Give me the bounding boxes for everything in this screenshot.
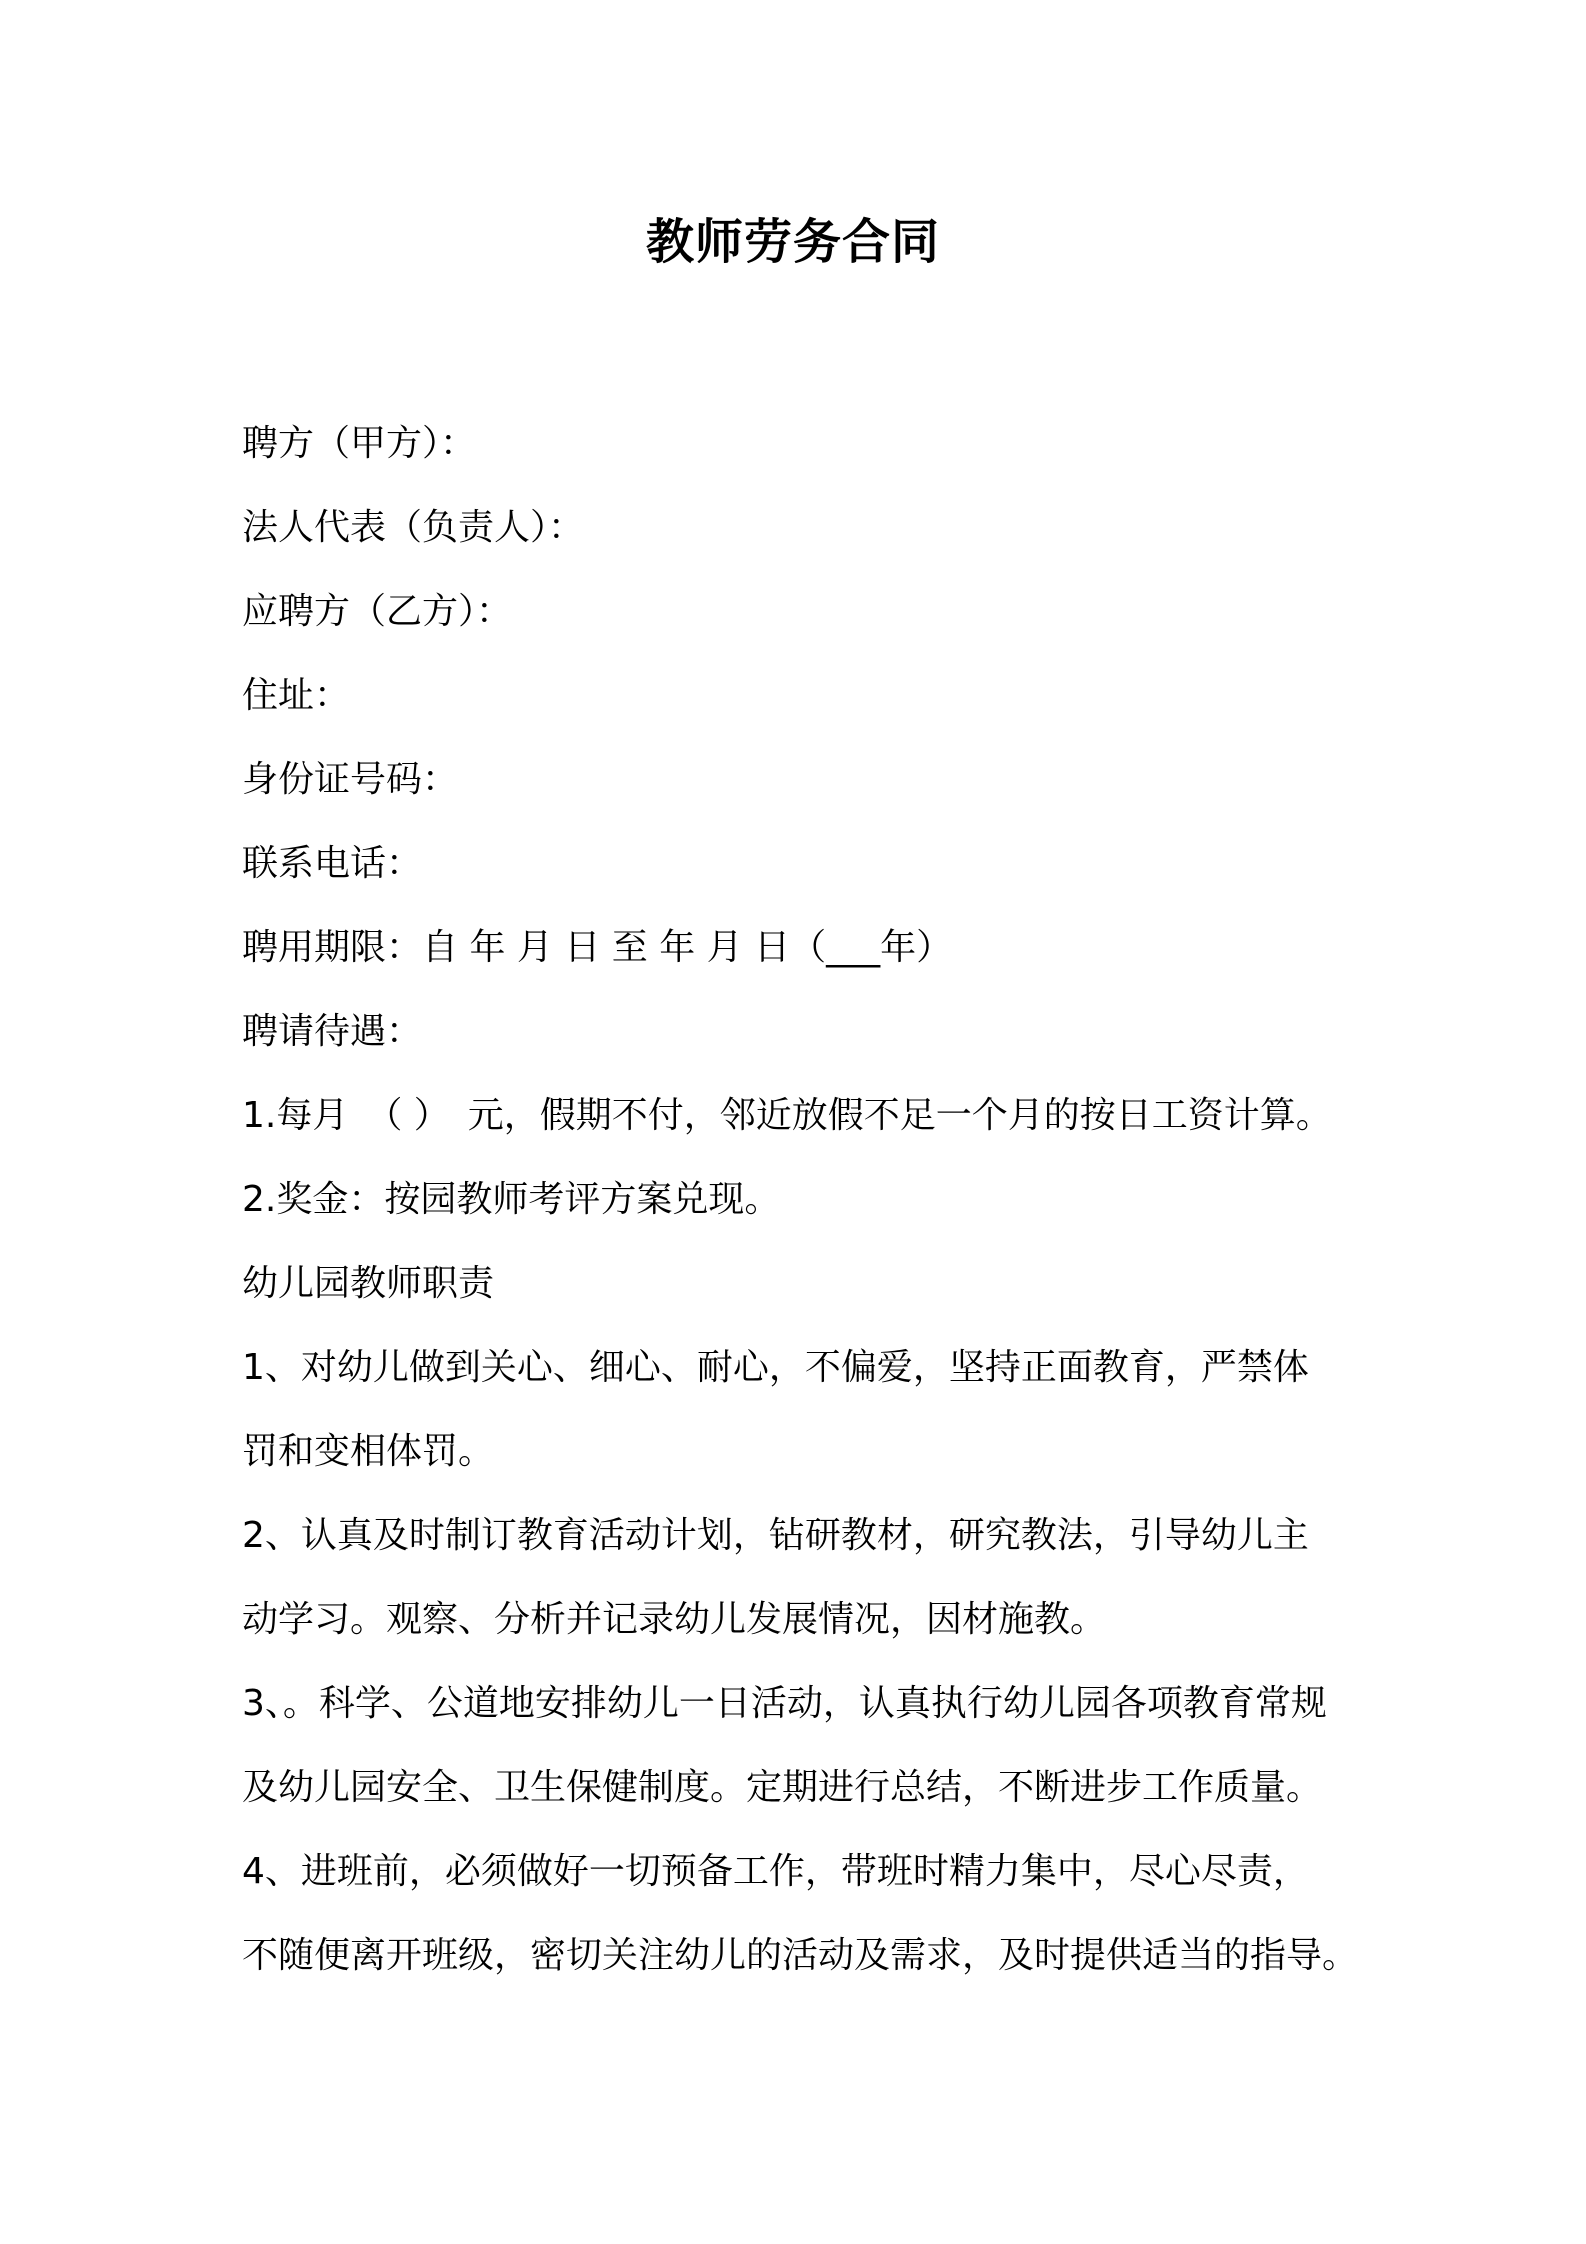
phone-line: 联系电话： [242,843,423,884]
duty-1-line-1: 1、对幼儿做到关心、细心、耐心，不偏爱，坚持正面教育，严禁体 [242,1347,1309,1388]
document-title: 教师劳务合同 [645,214,940,270]
address-line: 住址： [242,675,351,716]
duty-2-line-1: 2、认真及时制订教育活动计划，钻研教材，研究教法，引导幼儿主 [242,1515,1309,1556]
id-number-line: 身份证号码： [242,759,459,800]
party-b-line: 应聘方（乙方）： [242,591,513,632]
duty-3-line-1: 3、。科学、公道地安排幼儿一日活动，认真执行幼儿园各项教育常规 [242,1683,1327,1724]
duty-1-line-2: 罚和变相体罚。 [242,1431,495,1472]
duties-heading: 幼儿园教师职责 [242,1263,495,1304]
employment-term-line: 聘用期限：自 年 月 日 至 年 月 日（___年） [242,927,953,968]
document-body [242,402,1362,1998]
duty-4-line-1: 4、进班前，必须做好一切预备工作，带班时精力集中，尽心尽责， [242,1851,1309,1892]
duty-4-line-2: 不随便离开班级，密切关注幼儿的活动及需求，及时提供适当的指导。 [242,1935,1359,1976]
salary-clause: 1.每月 （ ） 元，假期不付，邻近放假不足一个月的按日工资计算。 [242,1095,1332,1136]
duty-2-line-2: 动学习。观察、分析并记录幼儿发展情况，因材施教。 [242,1599,1107,1640]
bonus-clause: 2.奖金：按园教师考评方案兑现。 [242,1179,781,1220]
legal-representative-line: 法人代表（负责人）： [242,507,585,548]
duty-3-line-2: 及幼儿园安全、卫生保健制度。定期进行总结，不断进步工作质量。 [242,1767,1323,1808]
party-a-line: 聘方（甲方）： [242,423,477,464]
compensation-heading: 聘请待遇： [242,1011,423,1052]
